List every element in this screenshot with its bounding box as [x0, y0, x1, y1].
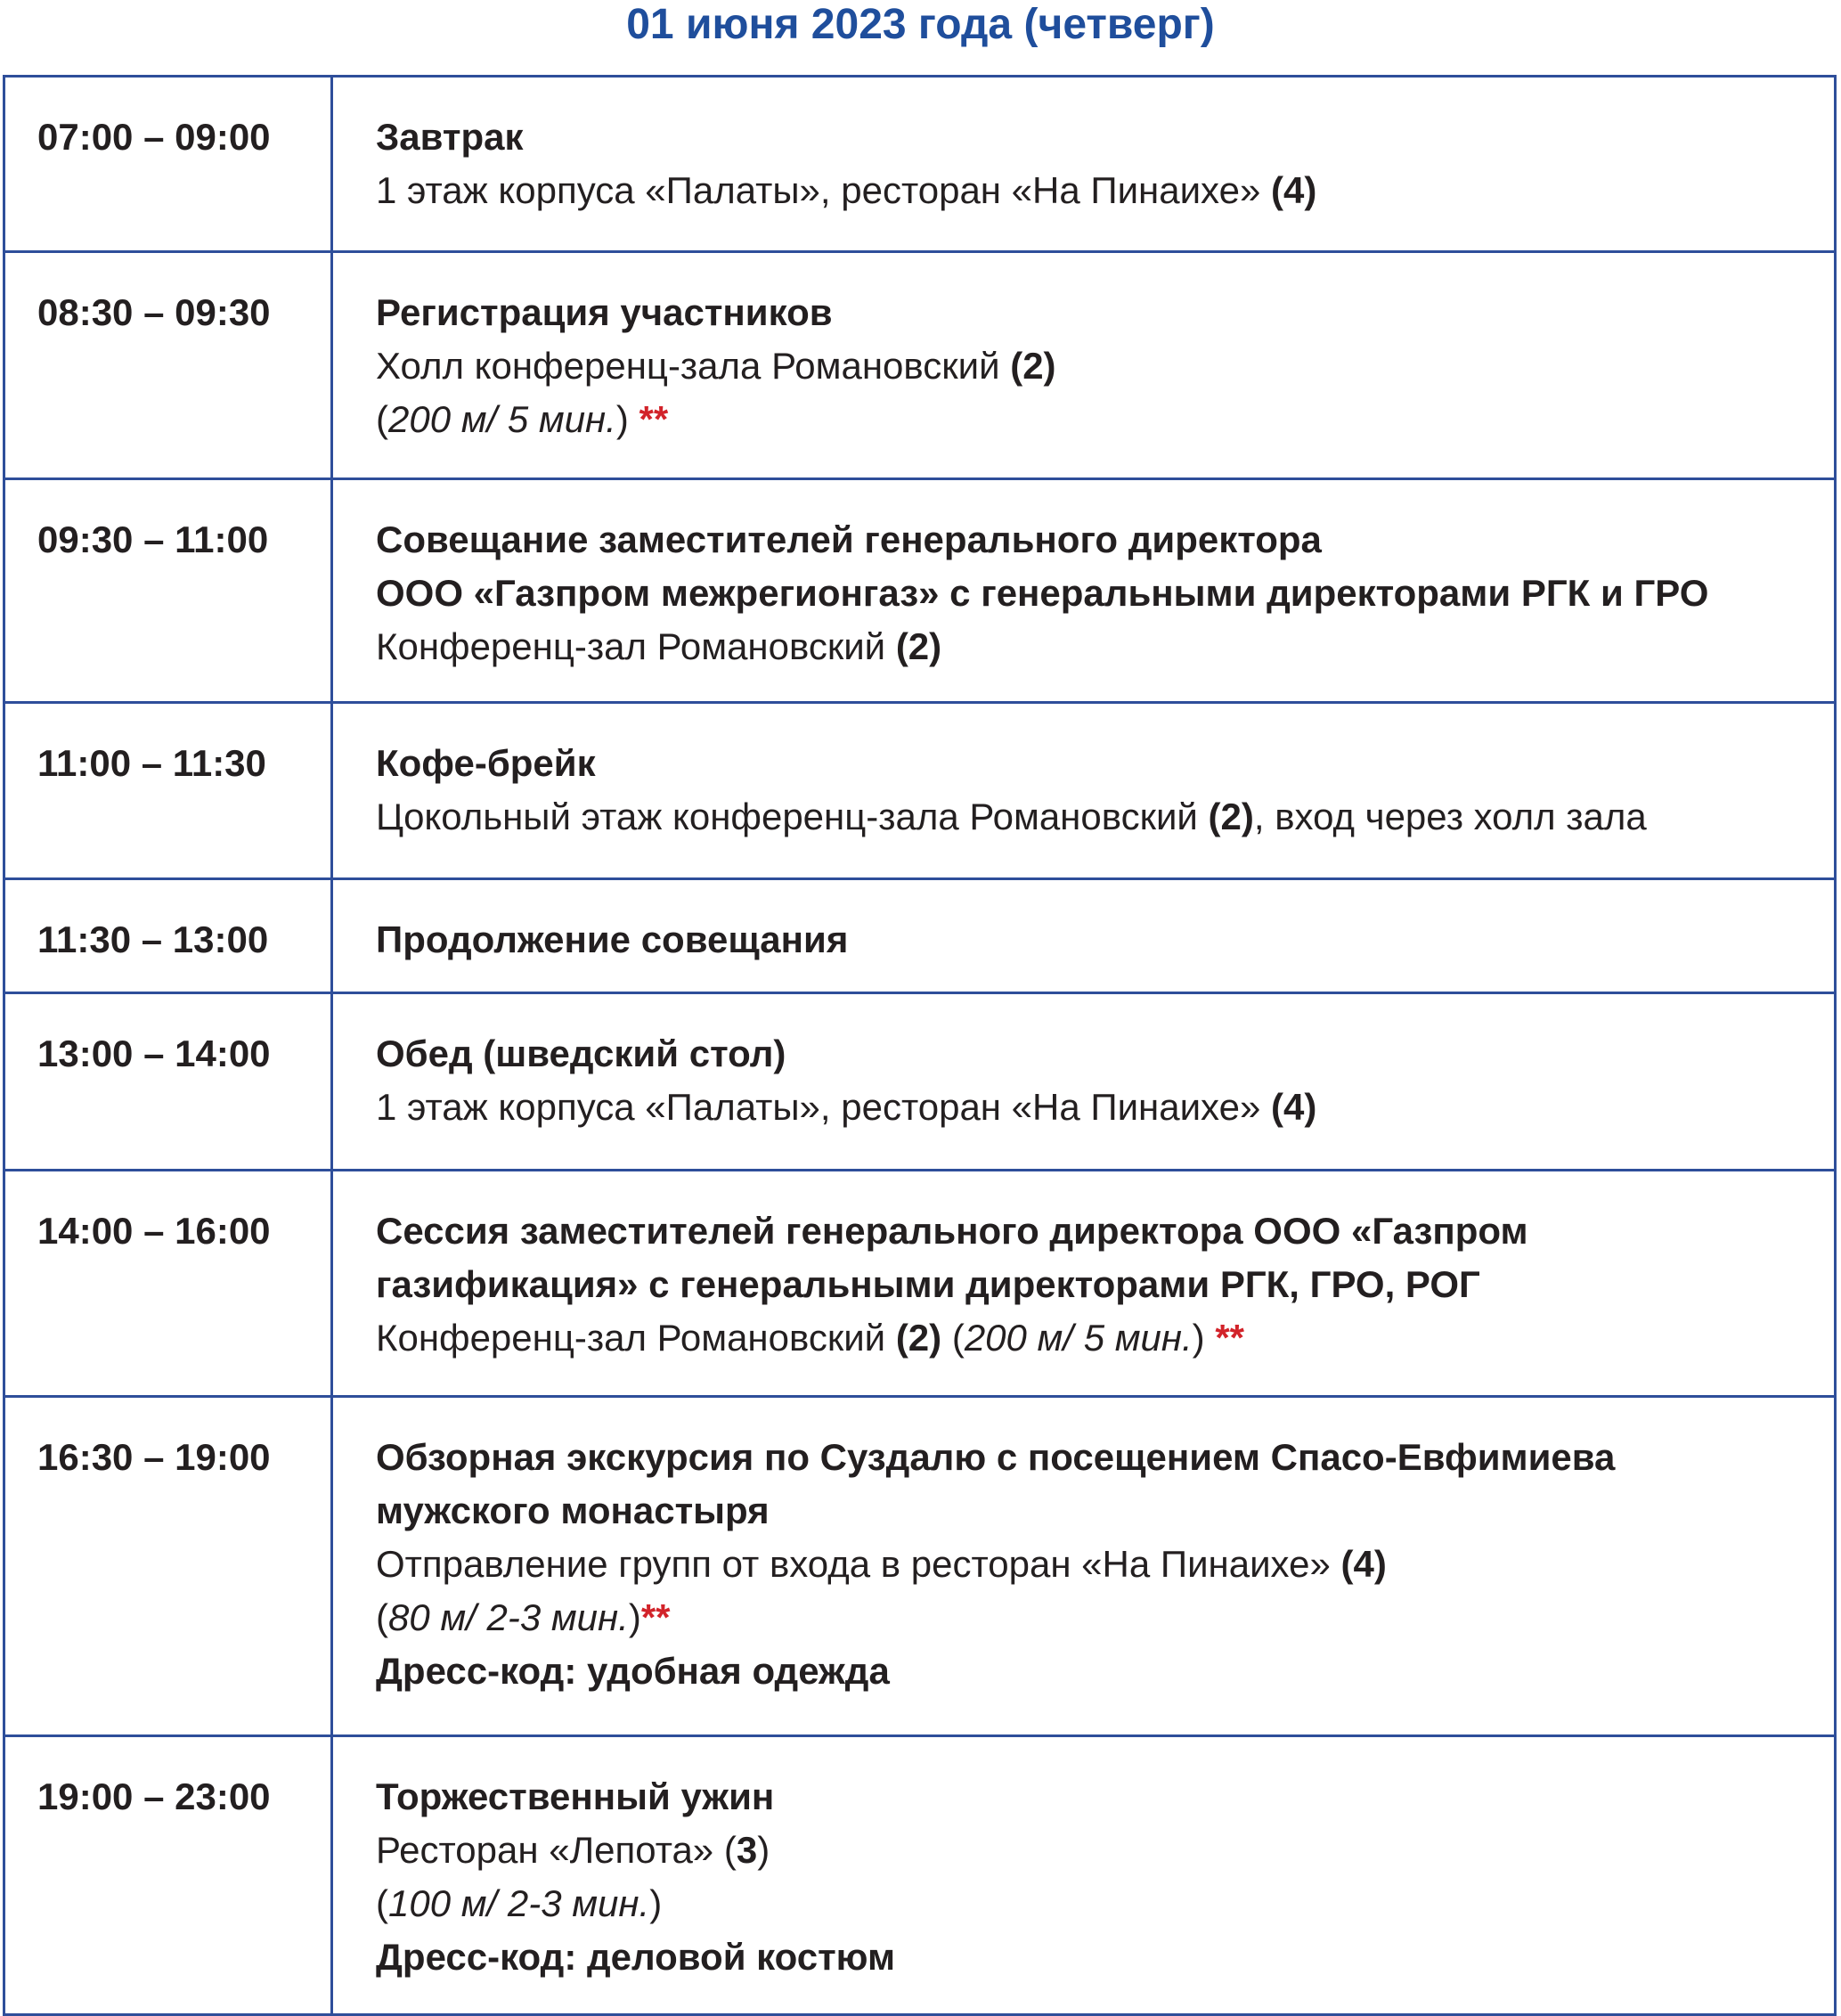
location-text: 1 этаж корпуса «Палаты», ресторан «На Пинаихе» — [376, 169, 1261, 211]
event-location — [376, 339, 1816, 393]
footnote-mark: ** — [639, 398, 669, 440]
event-cell — [332, 993, 1836, 1171]
time-cell: 11:30 – 13:00 — [4, 879, 332, 993]
event-location — [376, 1538, 1816, 1591]
event-title: Продолжение совещания — [376, 918, 849, 960]
time-cell: 19:00 – 23:00 — [4, 1736, 332, 2015]
location-text: Холл конференц-зала Романовский — [376, 345, 1000, 387]
event-distance: (100 м/ 2-3 мин.) — [376, 1882, 663, 1924]
location-number: (2) — [1208, 796, 1254, 837]
location-text: Отправление групп от входа в ресторан «На Пинаихе» — [376, 1543, 1331, 1585]
event-title: Кофе-брейк — [376, 742, 596, 784]
location-text: Конференц-зал Романовский — [376, 625, 886, 667]
distance-text: 100 м/ 2-3 мин. — [388, 1882, 650, 1924]
page-title: 01 июня 2023 года (четверг) — [626, 1, 1215, 48]
event-title-line-1: Обзорная экскурсия по Суздалю с посещением Спасо-Евфимиева — [376, 1436, 1616, 1478]
event-location — [376, 620, 1816, 673]
event-cell — [332, 1397, 1836, 1736]
location-suffix: , вход через холл зала — [1253, 796, 1647, 837]
event-title-line-2: мужского монастыря — [376, 1490, 770, 1531]
distance-text: 80 м/ 2-3 мин. — [388, 1596, 629, 1638]
event-location: Конференц-зал Романовский (2) (200 м/ 5 мин.) ** — [376, 1317, 1245, 1359]
event-cell — [332, 703, 1836, 879]
location-text: 1 этаж корпуса «Палаты», ресторан «На Пинаихе» — [376, 1086, 1261, 1128]
table-row — [4, 77, 1836, 252]
location-number: (2) — [1010, 345, 1056, 387]
time-cell: 16:30 – 19:00 — [4, 1397, 332, 1736]
event-title: Регистрация участников — [376, 291, 833, 333]
event-title-line-2: ООО «Газпром межрегионгаз» с генеральными директорами РГК и ГРО — [376, 572, 1709, 614]
event-title: Завтрак — [376, 116, 524, 158]
table-row — [4, 1736, 1836, 2015]
event-cell — [332, 77, 1836, 252]
location-text: Ресторан «Лепота» — [376, 1829, 714, 1871]
location-number: 3 — [736, 1829, 758, 1871]
event-cell — [332, 1171, 1836, 1397]
event-location — [376, 164, 1816, 217]
event-location: Ресторан «Лепота» (3) — [376, 1829, 770, 1871]
table-row — [4, 879, 1836, 993]
table-row — [4, 1397, 1836, 1736]
table-row — [4, 1171, 1836, 1397]
footnote-mark: ** — [640, 1596, 671, 1638]
table-row — [4, 703, 1836, 879]
distance-text: 200 м/ 5 мин. — [964, 1317, 1193, 1359]
table-row — [4, 993, 1836, 1171]
event-cell — [332, 879, 1836, 993]
location-number: (4) — [1340, 1543, 1387, 1585]
dress-code: Дресс-код: удобная одежда — [376, 1650, 890, 1692]
event-location — [376, 1081, 1816, 1134]
location-text: Конференц-зал Романовский — [376, 1317, 886, 1359]
event-distance: (80 м/ 2-3 мин.)** — [376, 1596, 671, 1638]
dress-code: Дресс-код: деловой костюм — [376, 1936, 896, 1978]
event-title-line-2: газификация» с генеральными директорами РГК, ГРО, РОГ — [376, 1263, 1480, 1305]
time-cell: 14:00 – 16:00 — [4, 1171, 332, 1397]
time-cell: 13:00 – 14:00 — [4, 993, 332, 1171]
location-number: (2) — [895, 1317, 942, 1359]
table-row — [4, 479, 1836, 703]
event-distance: (200 м/ 5 мин.) ** — [376, 398, 669, 440]
schedule-table — [3, 75, 1837, 2016]
event-title: Торжественный ужин — [376, 1775, 775, 1817]
location-number: (4) — [1270, 1086, 1317, 1128]
event-cell — [332, 1736, 1836, 2015]
event-location — [376, 790, 1816, 844]
location-number: (2) — [895, 625, 942, 667]
distance-text: 200 м/ 5 мин. — [388, 398, 616, 440]
event-title: Обед (шведский стол) — [376, 1032, 786, 1074]
event-cell — [332, 252, 1836, 479]
event-title-line-1: Совещание заместителей генерального директора — [376, 518, 1322, 560]
time-cell: 11:00 – 11:30 — [4, 703, 332, 879]
event-cell — [332, 479, 1836, 703]
table-row — [4, 252, 1836, 479]
footnote-mark: ** — [1215, 1317, 1245, 1359]
time-cell: 09:30 – 11:00 — [4, 479, 332, 703]
time-cell: 07:00 – 09:00 — [4, 77, 332, 252]
location-text: Цокольный этаж конференц-зала Романовский — [376, 796, 1198, 837]
event-title-line-1: Сессия заместителей генерального директора ООО «Газпром — [376, 1210, 1528, 1252]
location-number: (4) — [1270, 169, 1317, 211]
time-cell: 08:30 – 09:30 — [4, 252, 332, 479]
